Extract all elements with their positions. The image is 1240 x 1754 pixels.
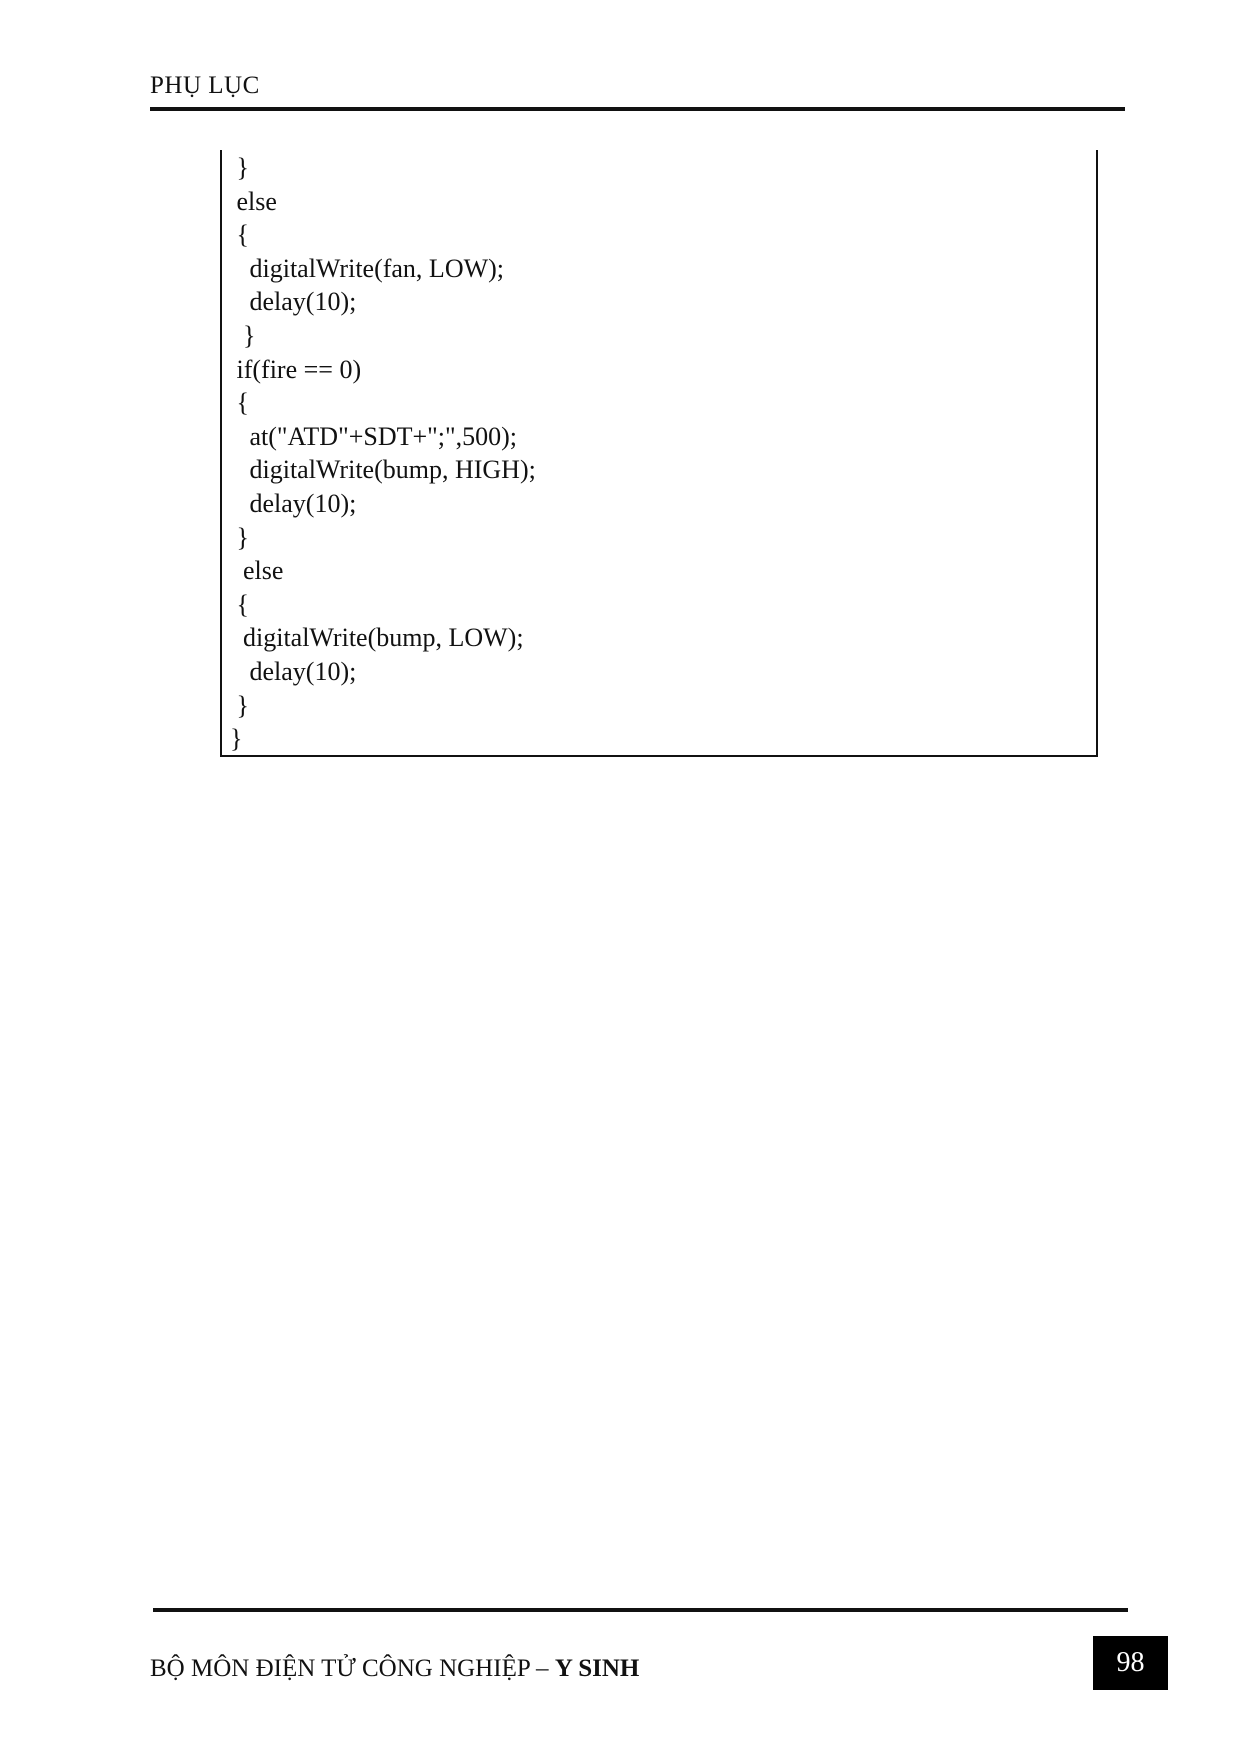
code-line: digitalWrite(fan, LOW); [230, 253, 505, 283]
code-line: else [230, 186, 277, 216]
code-line: digitalWrite(bump, LOW); [230, 623, 524, 653]
code-line: } [230, 690, 249, 720]
code-line: } [230, 724, 243, 754]
code-line: if(fire == 0) [230, 354, 362, 384]
code-line: } [230, 522, 249, 552]
footer-department-prefix: BỘ MÔN ĐIỆN TỬ CÔNG NGHIỆP – [150, 1655, 555, 1682]
code-line: { [230, 220, 249, 250]
code-line: { [230, 589, 249, 619]
code-line: digitalWrite(bump, HIGH); [230, 455, 536, 485]
code-listing [230, 151, 536, 756]
footer-divider [153, 1608, 1128, 1612]
code-line: else [230, 556, 284, 586]
code-line: { [230, 388, 249, 418]
page-number-badge [1093, 1636, 1168, 1690]
code-listing-box [220, 150, 1098, 757]
code-line: delay(10); [230, 656, 357, 686]
footer-department [150, 1655, 639, 1683]
code-line: delay(10); [230, 488, 357, 518]
code-line: at("ATD"+SDT+";",500); [230, 421, 517, 451]
code-line: } [230, 153, 249, 182]
code-line: } [230, 320, 256, 350]
footer-department-suffix: Y SINH [554, 1655, 640, 1682]
page-number: 98 [1116, 1647, 1145, 1678]
page-header-title: PHỤ LỤC [150, 72, 260, 99]
code-line: delay(10); [230, 287, 357, 317]
header-divider [150, 107, 1125, 111]
